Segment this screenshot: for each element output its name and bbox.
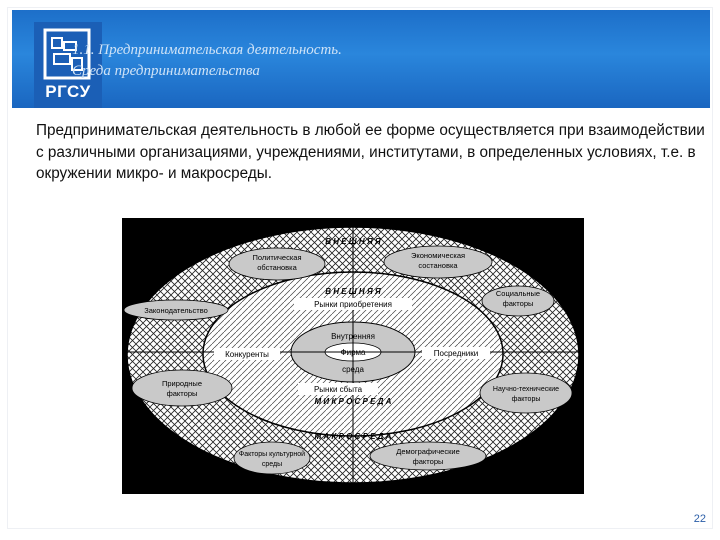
middle-top-label: В Н Е Ш Н Я Я — [325, 287, 381, 296]
outer-bottom-label: М А К Р О С Р Е Д А — [314, 432, 392, 441]
internal-bottom: среда — [342, 365, 364, 374]
social-label: Социальные факторы — [495, 289, 541, 308]
scientific-factor — [480, 373, 572, 413]
scientific-label: Научно-технические факторы — [492, 386, 560, 403]
middle-bottom-label: М И К Р О С Р Е Д А — [314, 397, 392, 406]
header-band — [12, 10, 710, 108]
purchase-markets-label: Рынки приобретения — [314, 300, 392, 309]
page-number: 22 — [693, 513, 706, 525]
intermediaries-label: Посредники — [433, 349, 479, 358]
slide-subtitle: Среда предпринимательства — [72, 63, 260, 79]
environment-diagram — [122, 218, 584, 494]
intro-paragraph: Предпринимательская деятельность в любой ее форме осуществляется при взаимодействии с различными организациями, учреждениями, институтами, в определенных условиях, т.е. в окружении микро- и макросреды. — [36, 122, 705, 182]
logo-text: РГСУ — [45, 82, 91, 101]
outer-top-label: В Н Е Ш Н Я Я — [325, 237, 381, 246]
cultural-label: Факторы культурной среды — [238, 451, 306, 468]
economic-factor — [384, 246, 492, 278]
competitors-label: Конкуренты — [225, 350, 269, 359]
sales-markets-label: Рынки сбыта — [313, 385, 363, 394]
economic-label: Экономическая состановка — [410, 251, 466, 270]
political-label: Политическая обстановка — [252, 253, 302, 272]
natural-factor — [132, 370, 232, 406]
natural-label: Природные факторы — [161, 379, 203, 398]
demographic-factor — [370, 442, 486, 470]
legislation-label: Законодательство — [144, 306, 208, 315]
internal-title: Внутренняя — [331, 332, 375, 341]
firm-label: Фирма — [340, 348, 366, 357]
cultural-factor — [234, 442, 310, 474]
political-factor — [229, 248, 325, 280]
legislation-factor — [124, 300, 228, 320]
slide-title: 1.1. Предпринимательская деятельность. — [72, 42, 342, 58]
social-factor — [482, 286, 554, 316]
demographic-label: Демографические факторы — [396, 447, 460, 466]
